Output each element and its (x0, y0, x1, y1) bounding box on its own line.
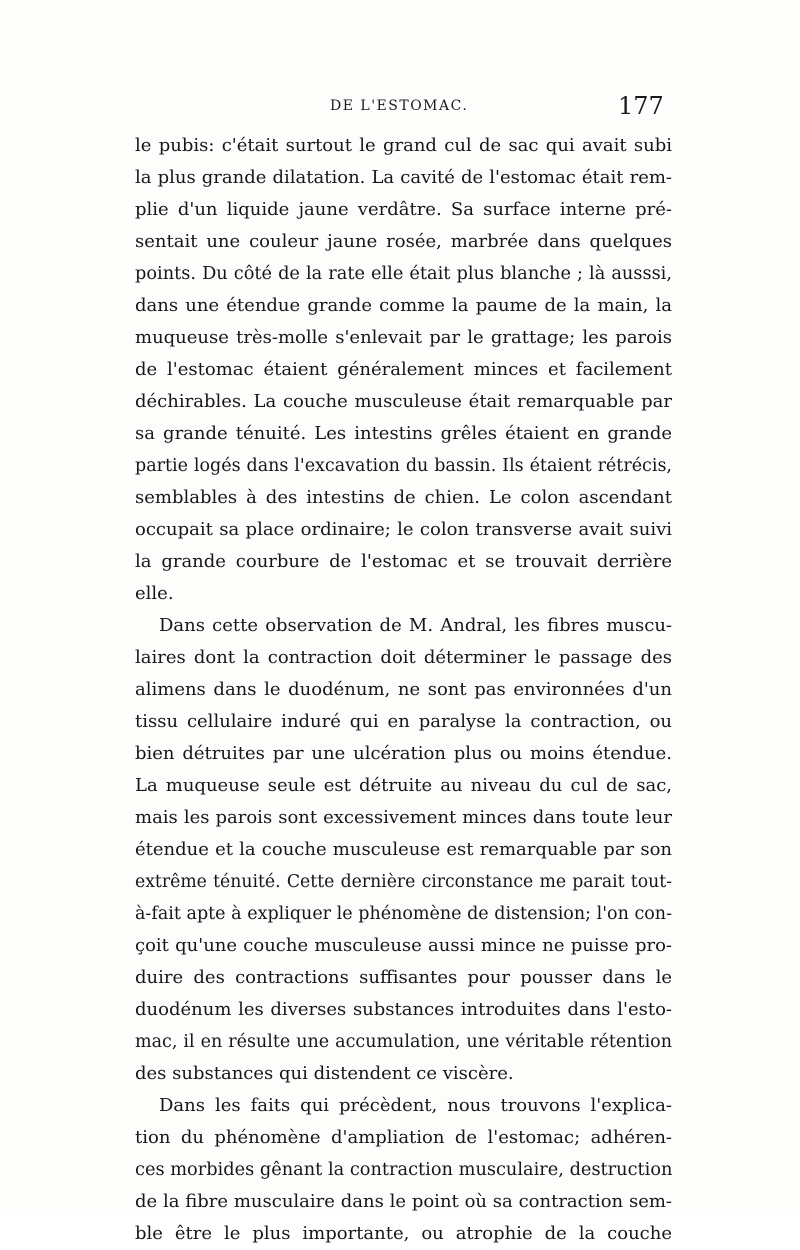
text-line: dans une étendue grande comme la paume de la main, la (135, 295, 672, 316)
paragraph-1 (135, 130, 672, 610)
text-line: extrême ténuité. Cette dernière circonstance me parait tout- (135, 872, 672, 892)
text-line: sa grande ténuité. Les intestins grêles étaient en grande (135, 423, 672, 444)
text-line: ces morbides gênant la contraction musculaire, destruction (135, 1160, 673, 1180)
page-number: 177 (618, 92, 664, 120)
body-text (135, 130, 672, 1250)
text-line: semblables à des intestins de chien. Le colon ascendant (135, 487, 672, 508)
text-line: La muqueuse seule est détruite au niveau du cul de sac, (135, 775, 672, 796)
text-line: duire des contractions suffisantes pour pousser dans le (135, 967, 672, 988)
text-line: mac, il en résulte une accumulation, une véritable rétention (135, 1032, 672, 1052)
text-line: à-fait apte à expliquer le phénomène de distension; l'on con- (135, 904, 672, 924)
text-line: de la fibre musculaire dans le point où sa contraction sem- (135, 1191, 672, 1212)
text-line: alimens dans le duodénum, ne sont pas environnées d'un (135, 679, 672, 700)
text-line: elle. (135, 583, 174, 604)
running-title: DE L'ESTOMAC. (330, 98, 469, 114)
text-line: çoit qu'une couche musculeuse aussi mince ne puisse pro- (135, 935, 672, 956)
text-line: déchirables. La couche musculeuse était remarquable par (135, 391, 672, 412)
text-line: ble être le plus importante, ou atrophie de la couche (135, 1223, 672, 1244)
text-line: Dans cette observation de M. Andral, les fibres muscu- (159, 615, 672, 636)
text-line: sentait une couleur jaune rosée, marbrée dans quelques (135, 231, 672, 252)
paragraph-2 (135, 610, 672, 1090)
text-line: points. Du côté de la rate elle était plus blanche ; là ausssi, (135, 264, 672, 284)
text-line: muqueuse très-molle s'enlevait par le grattage; les parois (135, 327, 672, 348)
text-line: occupait sa place ordinaire; le colon transverse avait suivi (135, 519, 672, 540)
text-line: Dans les faits qui précèdent, nous trouvons l'explica- (159, 1095, 672, 1116)
text-line: laires dont la contraction doit déterminer le passage des (135, 647, 672, 668)
running-head (0, 92, 800, 122)
text-line: la grande courbure de l'estomac et se trouvait derrière (135, 551, 672, 572)
paragraph-3 (135, 1090, 672, 1250)
text-line: étendue et la couche musculeuse est remarquable par son (135, 839, 672, 860)
text-line: la plus grande dilatation. La cavité de l'estomac était rem- (135, 167, 672, 188)
text-line: de l'estomac étaient généralement minces et facilement (135, 359, 672, 380)
text-line: plie d'un liquide jaune verdâtre. Sa surface interne pré- (135, 199, 672, 220)
text-line: duodénum les diverses substances introduites dans l'esto- (135, 999, 672, 1020)
text-line: tissu cellulaire induré qui en paralyse la contraction, ou (135, 711, 672, 732)
text-line: le pubis: c'était surtout le grand cul de sac qui avait subi (135, 135, 672, 156)
text-line: partie logés dans l'excavation du bassin. Ils étaient rétrécis, (135, 456, 672, 476)
text-line: tion du phénomène d'ampliation de l'estomac; adhéren- (135, 1127, 672, 1148)
text-line: bien détruites par une ulcération plus ou moins étendue. (135, 743, 672, 764)
text-line: mais les parois sont excessivement minces dans toute leur (135, 807, 672, 828)
text-line: des substances qui distendent ce viscère. (135, 1063, 514, 1084)
